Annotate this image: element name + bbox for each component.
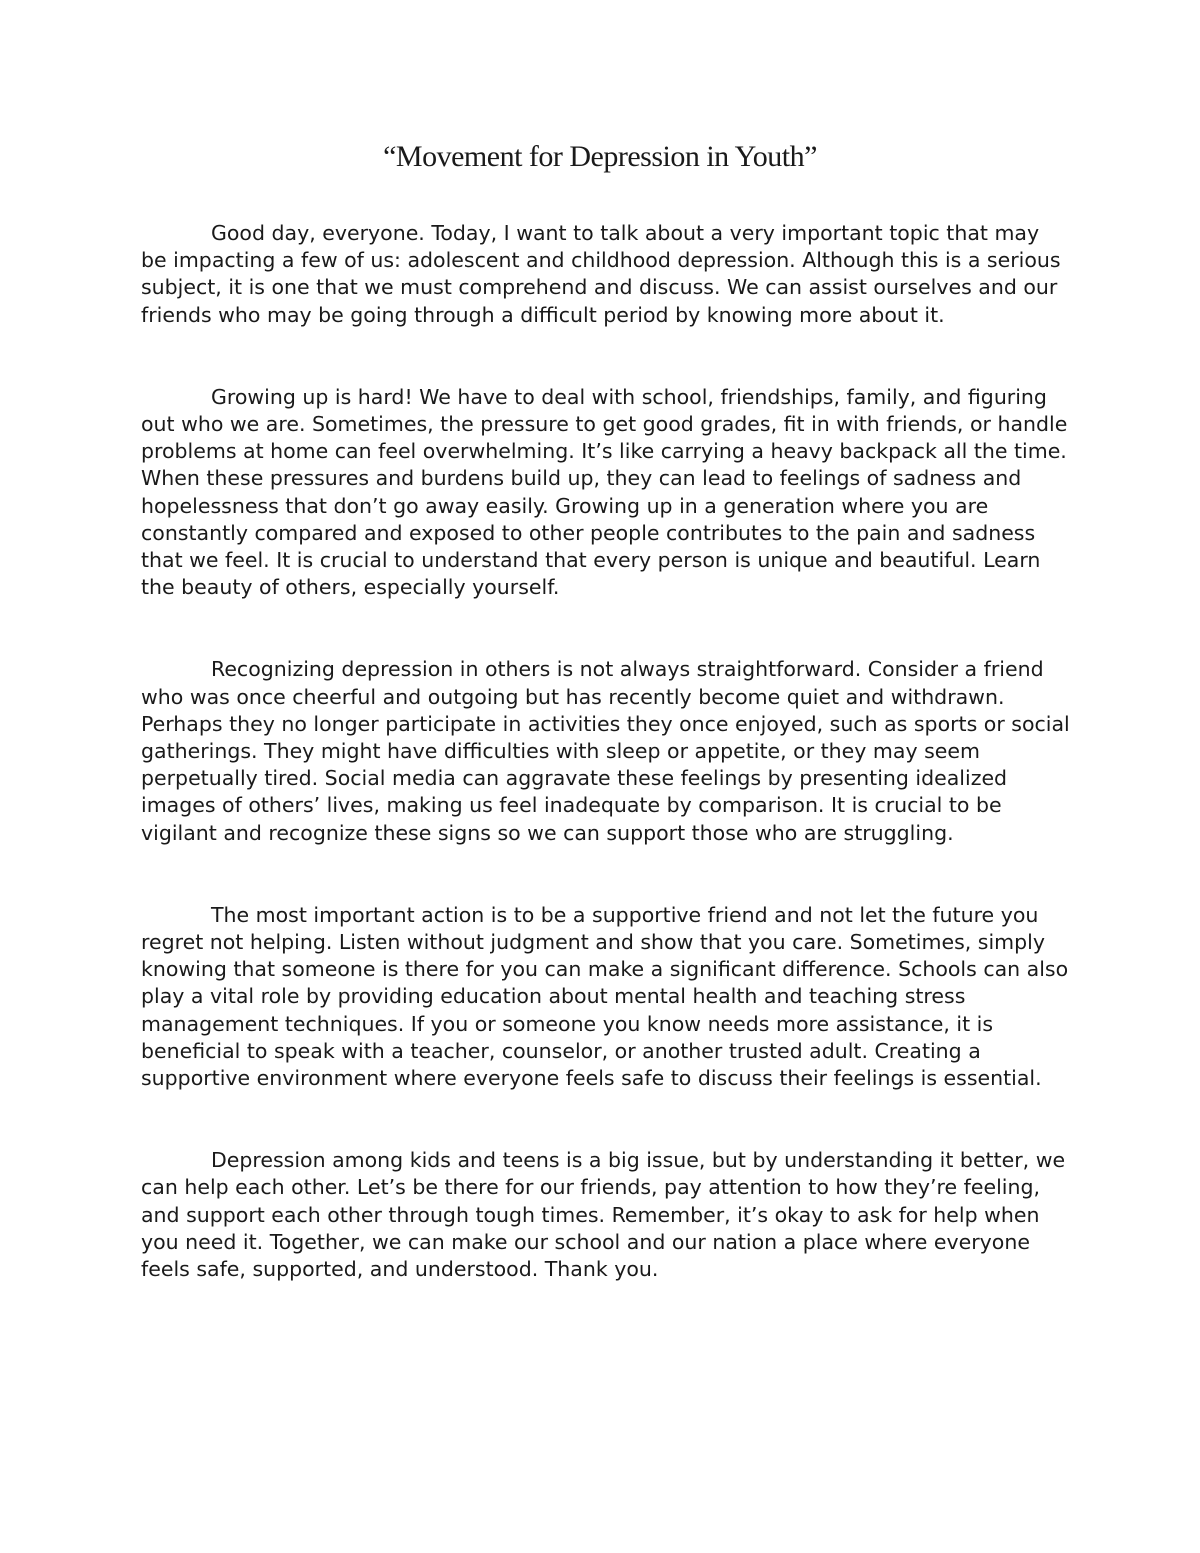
paragraph-intro: Good day, everyone. Today, I want to talk about a very important topic that may be impacting a few of us: adolescent and childhood depression. Although this is a serious subject, it is one that we must comprehend and discuss. We can assist ourselves and our friends who may be going through a difficult period by knowing more about it. <box>141 221 1061 327</box>
paragraph-growing-up: Growing up is hard! We have to deal with school, friendships, family, and figuring out who we are. Sometimes, the pressure to get good grades, fit in with friends, or handle problems at home can feel overwhelming. It’s like carrying a heavy backpack all the time. When these pressures and burdens build up, they can lead to feelings of sadness and hopelessness that don’t go away easily. Growing up in a generation where you are constantly compared and exposed to other people contributes to the pain and sadness that we feel. It is crucial to understand that every person is unique and beautiful. Learn the beauty of others, especially yourself. <box>141 384 1068 600</box>
paragraph-support: The most important action is to be a supportive friend and not let the future you regret not helping. Listen without judgment and show that you care. Sometimes, simply knowing that someone is there for you can make a significant difference. Schools can also play a vital role by providing education about mental health and teaching stress management techniques. If you or someone you know needs more assistance, it is beneficial to speak with a teacher, counselor, or another trusted adult. Creating a supportive environment where everyone feels safe to discuss their feelings is essential. <box>141 902 1069 1091</box>
document-body <box>141 220 1071 1283</box>
document-title: “Movement for Depression in Youth” <box>383 140 817 173</box>
paragraph-conclusion: Depression among kids and teens is a big issue, but by understanding it better, we can help each other. Let’s be there for our friends, pay attention to how they’re feeling, and support each other through tough times. Remember, it’s okay to ask for help when you need it. Together, we can make our school and our nation a place where everyone feels safe, supported, and understood. Thank you. <box>141 1148 1066 1282</box>
paragraph-recognizing: Recognizing depression in others is not always straightforward. Consider a friend who was once cheerful and outgoing but has recently become quiet and withdrawn. Perhaps they no longer participate in activities they once enjoyed, such as sports or social gatherings. They might have difficulties with sleep or appetite, or they may seem perpetually tired. Social media can aggravate these feelings by presenting idealized images of others’ lives, making us feel inadequate by comparison. It is crucial to be vigilant and recognize these signs so we can support those who are struggling. <box>141 657 1070 845</box>
